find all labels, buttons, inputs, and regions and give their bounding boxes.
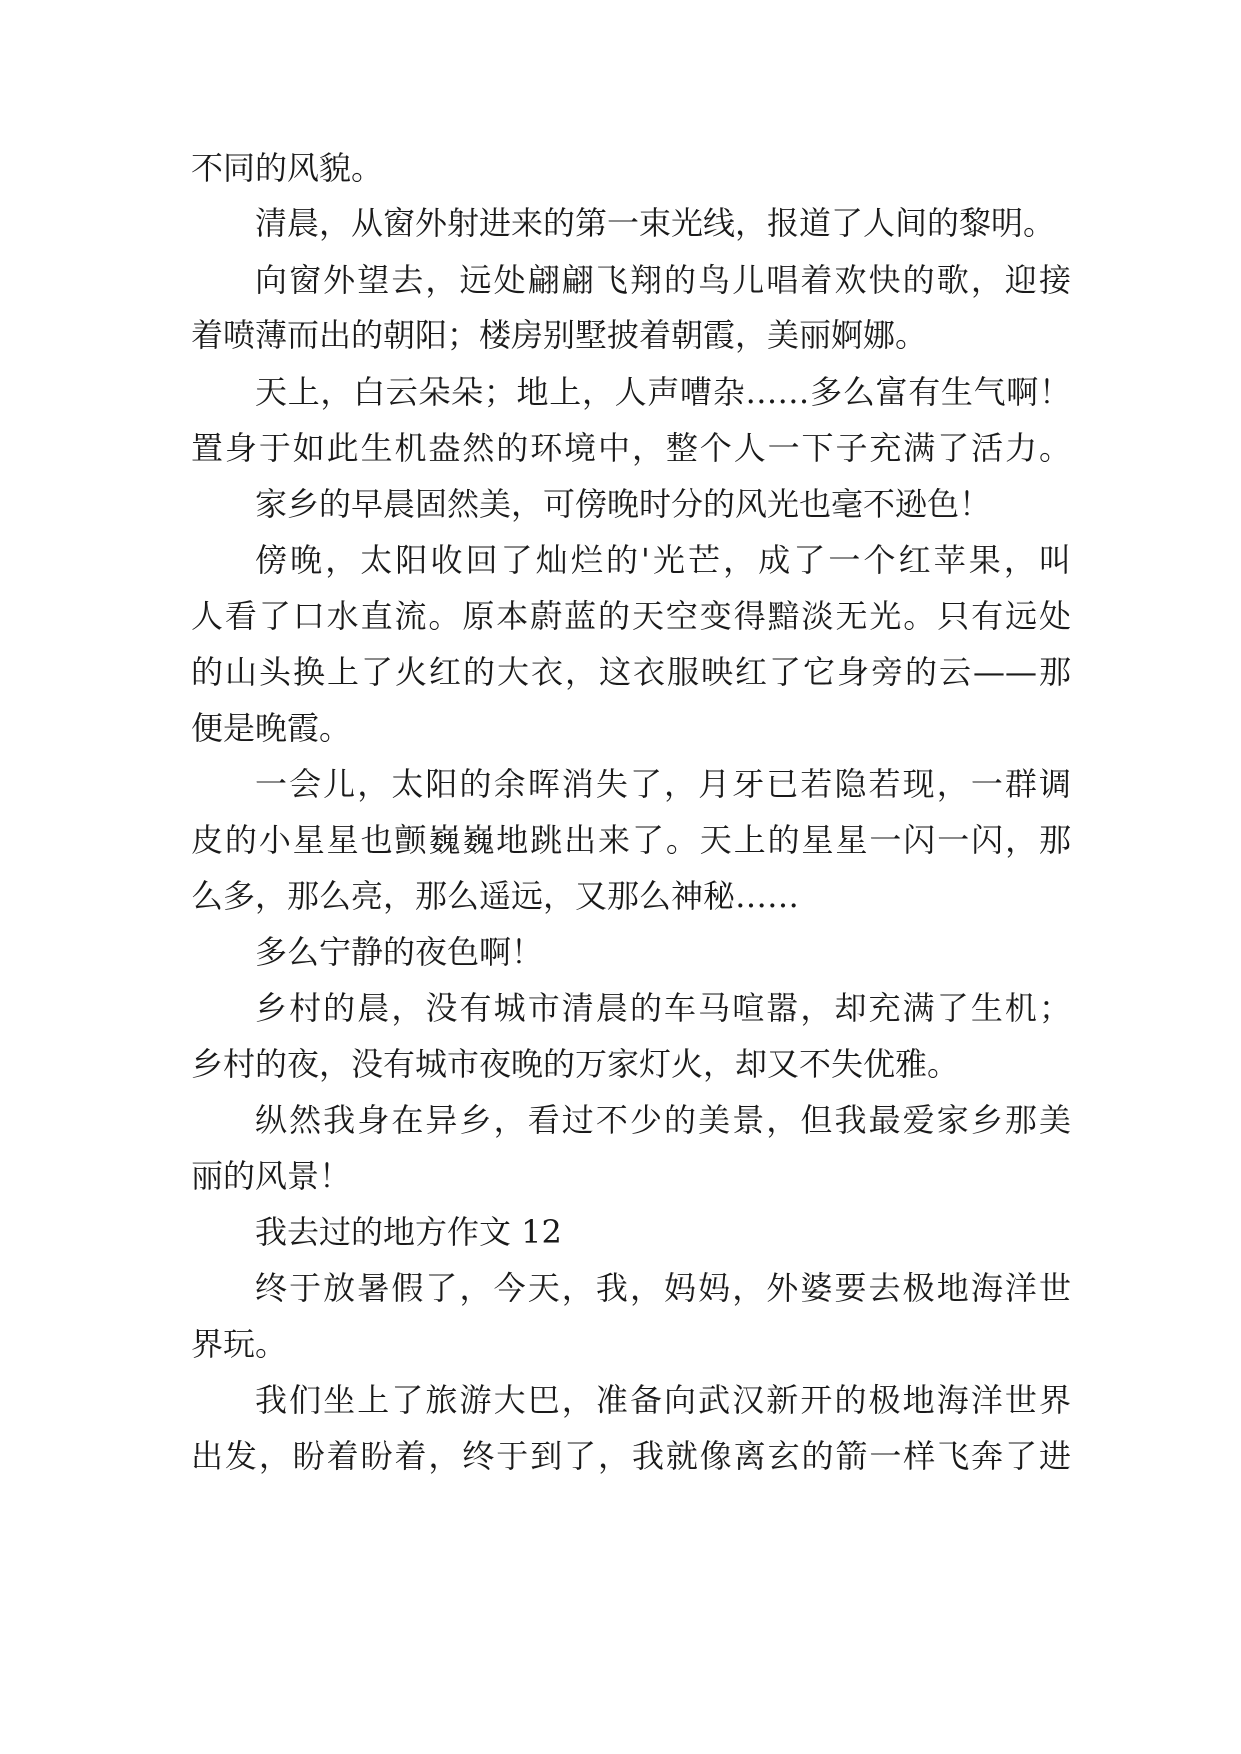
text-line: 置身于如此生机盎然的环境中，整个人一下子充满了活力。 [191, 429, 1071, 467]
text-line: 天上，白云朵朵；地上，人声嘈杂……多么富有生气啊！ [255, 373, 1071, 411]
text-line: 么多，那么亮，那么遥远，又那么神秘…… [191, 877, 800, 915]
text-line: 乡村的夜，没有城市夜晚的万家灯火，却又不失优雅。 [191, 1045, 960, 1083]
text-line: 多么宁静的夜色啊！ [255, 933, 544, 971]
text-line: 傍晚，太阳收回了灿烂的'光芒，成了一个红苹果，叫 [255, 541, 1071, 579]
text-line: 不同的风貌。 [191, 149, 384, 187]
text-line: 皮的小星星也颤巍巍地跳出来了。天上的星星一闪一闪，那 [191, 821, 1071, 859]
text-line: 的山头换上了火红的大衣，这衣服映红了它身旁的云——那 [191, 653, 1071, 691]
text-line: 界玩。 [191, 1325, 288, 1363]
text-line: 便是晚霞。 [191, 709, 352, 747]
text-line: 一会儿，太阳的余晖消失了，月牙已若隐若现，一群调 [255, 765, 1071, 803]
text-line: 向窗外望去，远处翩翩飞翔的鸟儿唱着欢快的歌，迎接 [255, 261, 1071, 299]
text-line: 出发，盼着盼着，终于到了，我就像离玄的箭一样飞奔了进 [191, 1437, 1071, 1475]
text-line: 纵然我身在异乡，看过不少的美景，但我最爱家乡那美 [255, 1101, 1071, 1139]
text-line: 乡村的晨，没有城市清晨的车马喧嚣，却充满了生机； [255, 989, 1071, 1027]
text-line: 清晨，从窗外射进来的第一束光线，报道了人间的黎明。 [255, 204, 1056, 242]
text-line: 人看了口水直流。原本蔚蓝的天空变得黯淡无光。只有远处 [191, 597, 1071, 635]
text-line: 家乡的早晨固然美，可傍晚时分的风光也毫不逊色！ [255, 485, 992, 523]
text-line: 着喷薄而出的朝阳；楼房别墅披着朝霞，美丽婀娜。 [191, 316, 928, 354]
text-line: 我们坐上了旅游大巴，准备向武汉新开的极地海洋世界 [255, 1381, 1071, 1419]
text-line: 丽的风景！ [191, 1157, 352, 1195]
text-line: 终于放暑假了，今天，我，妈妈，外婆要去极地海洋世 [255, 1269, 1071, 1307]
section-heading: 我去过的地方作文 12 [255, 1213, 562, 1251]
